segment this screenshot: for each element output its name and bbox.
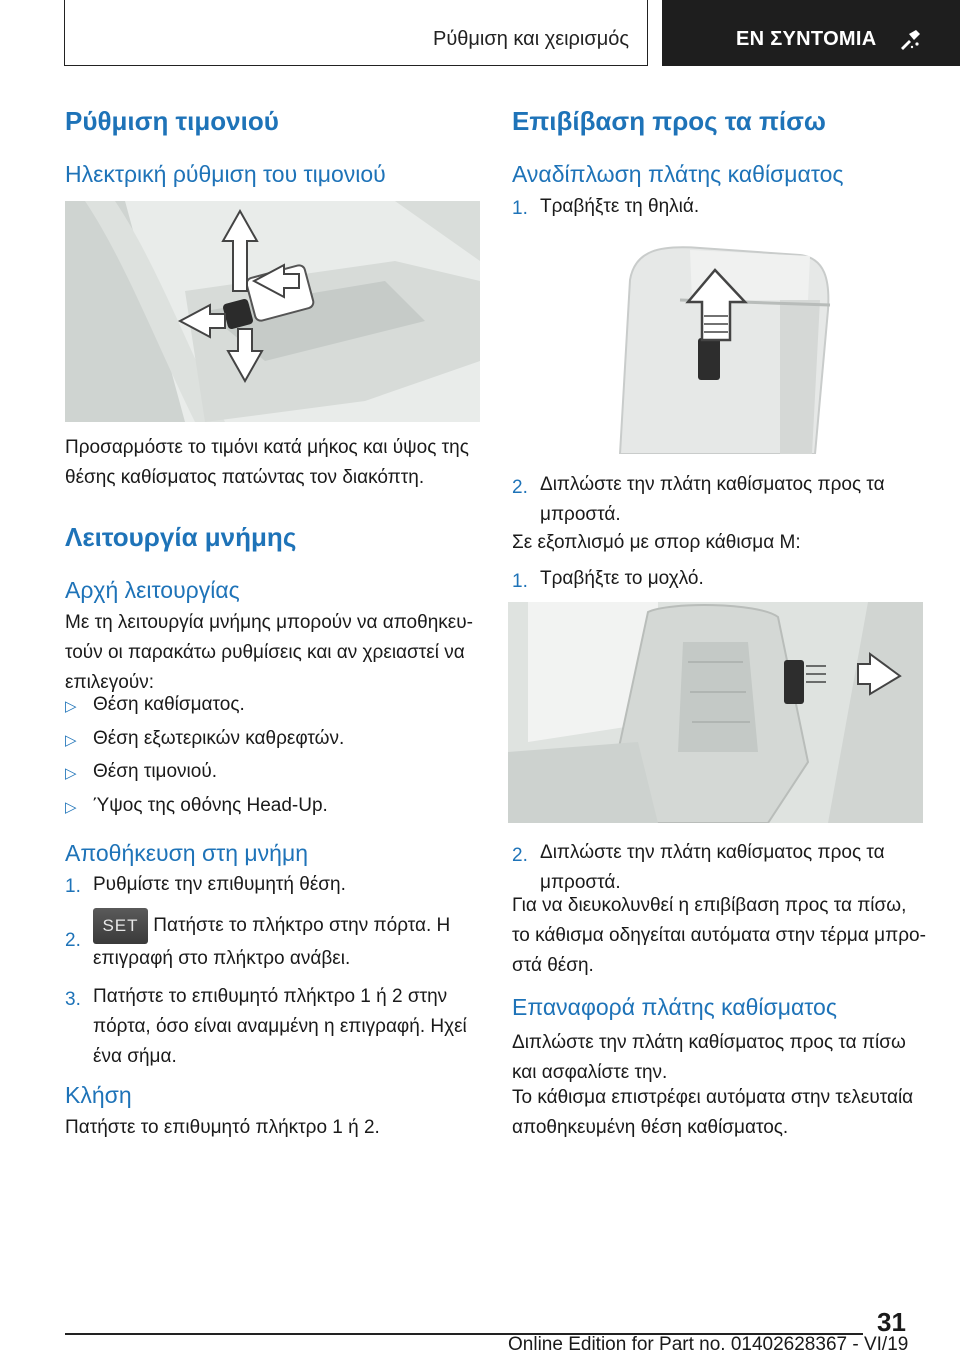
heading-rear-entry: Επιβίβαση προς τα πίσω xyxy=(512,106,826,136)
header-section-box xyxy=(64,0,648,66)
step-text-set xyxy=(93,908,480,974)
subheading-fold-backrest: Αναδίπλωση πλάτης καθίσματος xyxy=(512,161,844,187)
page-number: 31 xyxy=(877,1307,906,1337)
reset-text-1: Διπλώστε την πλάτη καθίσματος προς τα πίσω και ασφαλίστε την. xyxy=(512,1032,906,1083)
header-tab[interactable] xyxy=(662,0,960,66)
step-text: Τραβήξτε τη θηλιά. xyxy=(540,196,700,217)
step-number: 2. xyxy=(512,477,528,498)
bullet-icon: ▷ xyxy=(65,765,77,782)
sport-seat-text: Σε εξοπλισμό με σπορ κάθισμα M: xyxy=(512,532,801,553)
step-number: 1. xyxy=(512,571,528,592)
step-text: Τραβήξτε το μοχλό. xyxy=(540,568,704,589)
set-button-icon: SET xyxy=(93,908,148,944)
principle-text: Με τη λειτουργία μνήμης μπορούν να αποθηκευ-τούν οι παρακάτω ρυθμίσεις και αν χρειαστεί να επιλεγούν: xyxy=(65,612,473,693)
recall-text: Πατήστε το επιθυμητό πλήκτρο 1 ή 2. xyxy=(65,1117,380,1138)
subheading-reset-backrest: Επαναφορά πλάτης καθίσματος xyxy=(512,994,837,1020)
step-number: 1. xyxy=(65,876,81,897)
step-text: Διπλώστε την πλάτη καθίσματος προς τα μπροστά. xyxy=(540,474,885,525)
ease-entry-text: Για να διευκολυνθεί η επιβίβαση προς τα πίσω, το κάθισμα οδηγείται αυτόματα στην τέρμα μπρο-στά θέση. xyxy=(512,895,926,976)
steering-column-image xyxy=(65,201,480,422)
heading-memory: Λειτουργία μνήμης xyxy=(65,522,297,552)
bullet-icon: ▷ xyxy=(65,698,77,715)
quick-tools-icon xyxy=(898,28,922,52)
bullet-icon: ▷ xyxy=(65,732,77,749)
step-text: Πατήστε το επιθυμητό πλήκτρο 1 ή 2 στην πόρτα, όσο είναι αναμμένη η επιγραφή. Ηχεί ένα σήμα. xyxy=(93,986,467,1067)
bullet-icon: ▷ xyxy=(65,799,77,816)
sport-seat-lever-image xyxy=(508,602,923,823)
step-number: 1. xyxy=(512,198,528,219)
subheading-principle: Αρχή λειτουργίας xyxy=(65,577,240,603)
steering-text: Προσαρμόστε το τιμόνι κατά μήκος και ύψος της θέσης καθίσματος πατώντας τον διακόπτη. xyxy=(65,437,469,488)
bullet-text: Θέση καθίσματος. xyxy=(93,694,245,715)
footer-edition: Online Edition for Part no. 01402628367 - VI/19 xyxy=(508,1334,909,1355)
subheading-recall: Κλήση xyxy=(65,1082,132,1108)
step-text: Διπλώστε την πλάτη καθίσματος προς τα μπροστά. xyxy=(540,842,885,893)
reset-text-2: Το κάθισμα επιστρέφει αυτόματα στην τελευταία αποθηκευμένη θέση καθίσματος. xyxy=(512,1087,914,1138)
step-text: Ρυθμίστε την επιθυμητή θέση. xyxy=(93,874,346,895)
bullet-text: Θέση τιμονιού. xyxy=(93,761,218,782)
step-text: Πατήστε το πλήκτρο στην πόρτα. Η επιγραφή στο πλήκτρο ανάβει. xyxy=(93,915,451,969)
heading-steering: Ρύθμιση τιμονιού xyxy=(65,106,279,136)
bullet-text: Θέση εξωτερικών καθρεφτών. xyxy=(93,728,345,749)
step-number: 3. xyxy=(65,989,81,1010)
header-section-title: Ρύθμιση και χειρισμός xyxy=(432,28,629,50)
step-number: 2. xyxy=(65,930,81,951)
seat-loop-image xyxy=(580,240,860,454)
subheading-store: Αποθήκευση στη μνήμη xyxy=(65,840,309,866)
bullet-text: Ύψος της οθόνης Head-Up. xyxy=(93,795,328,816)
step-number: 2. xyxy=(512,845,528,866)
header-tab-label: ΕΝ ΣΥΝΤΟΜΙΑ xyxy=(736,28,877,50)
subheading-electric-steering: Ηλεκτρική ρύθμιση του τιμονιού xyxy=(65,161,386,187)
